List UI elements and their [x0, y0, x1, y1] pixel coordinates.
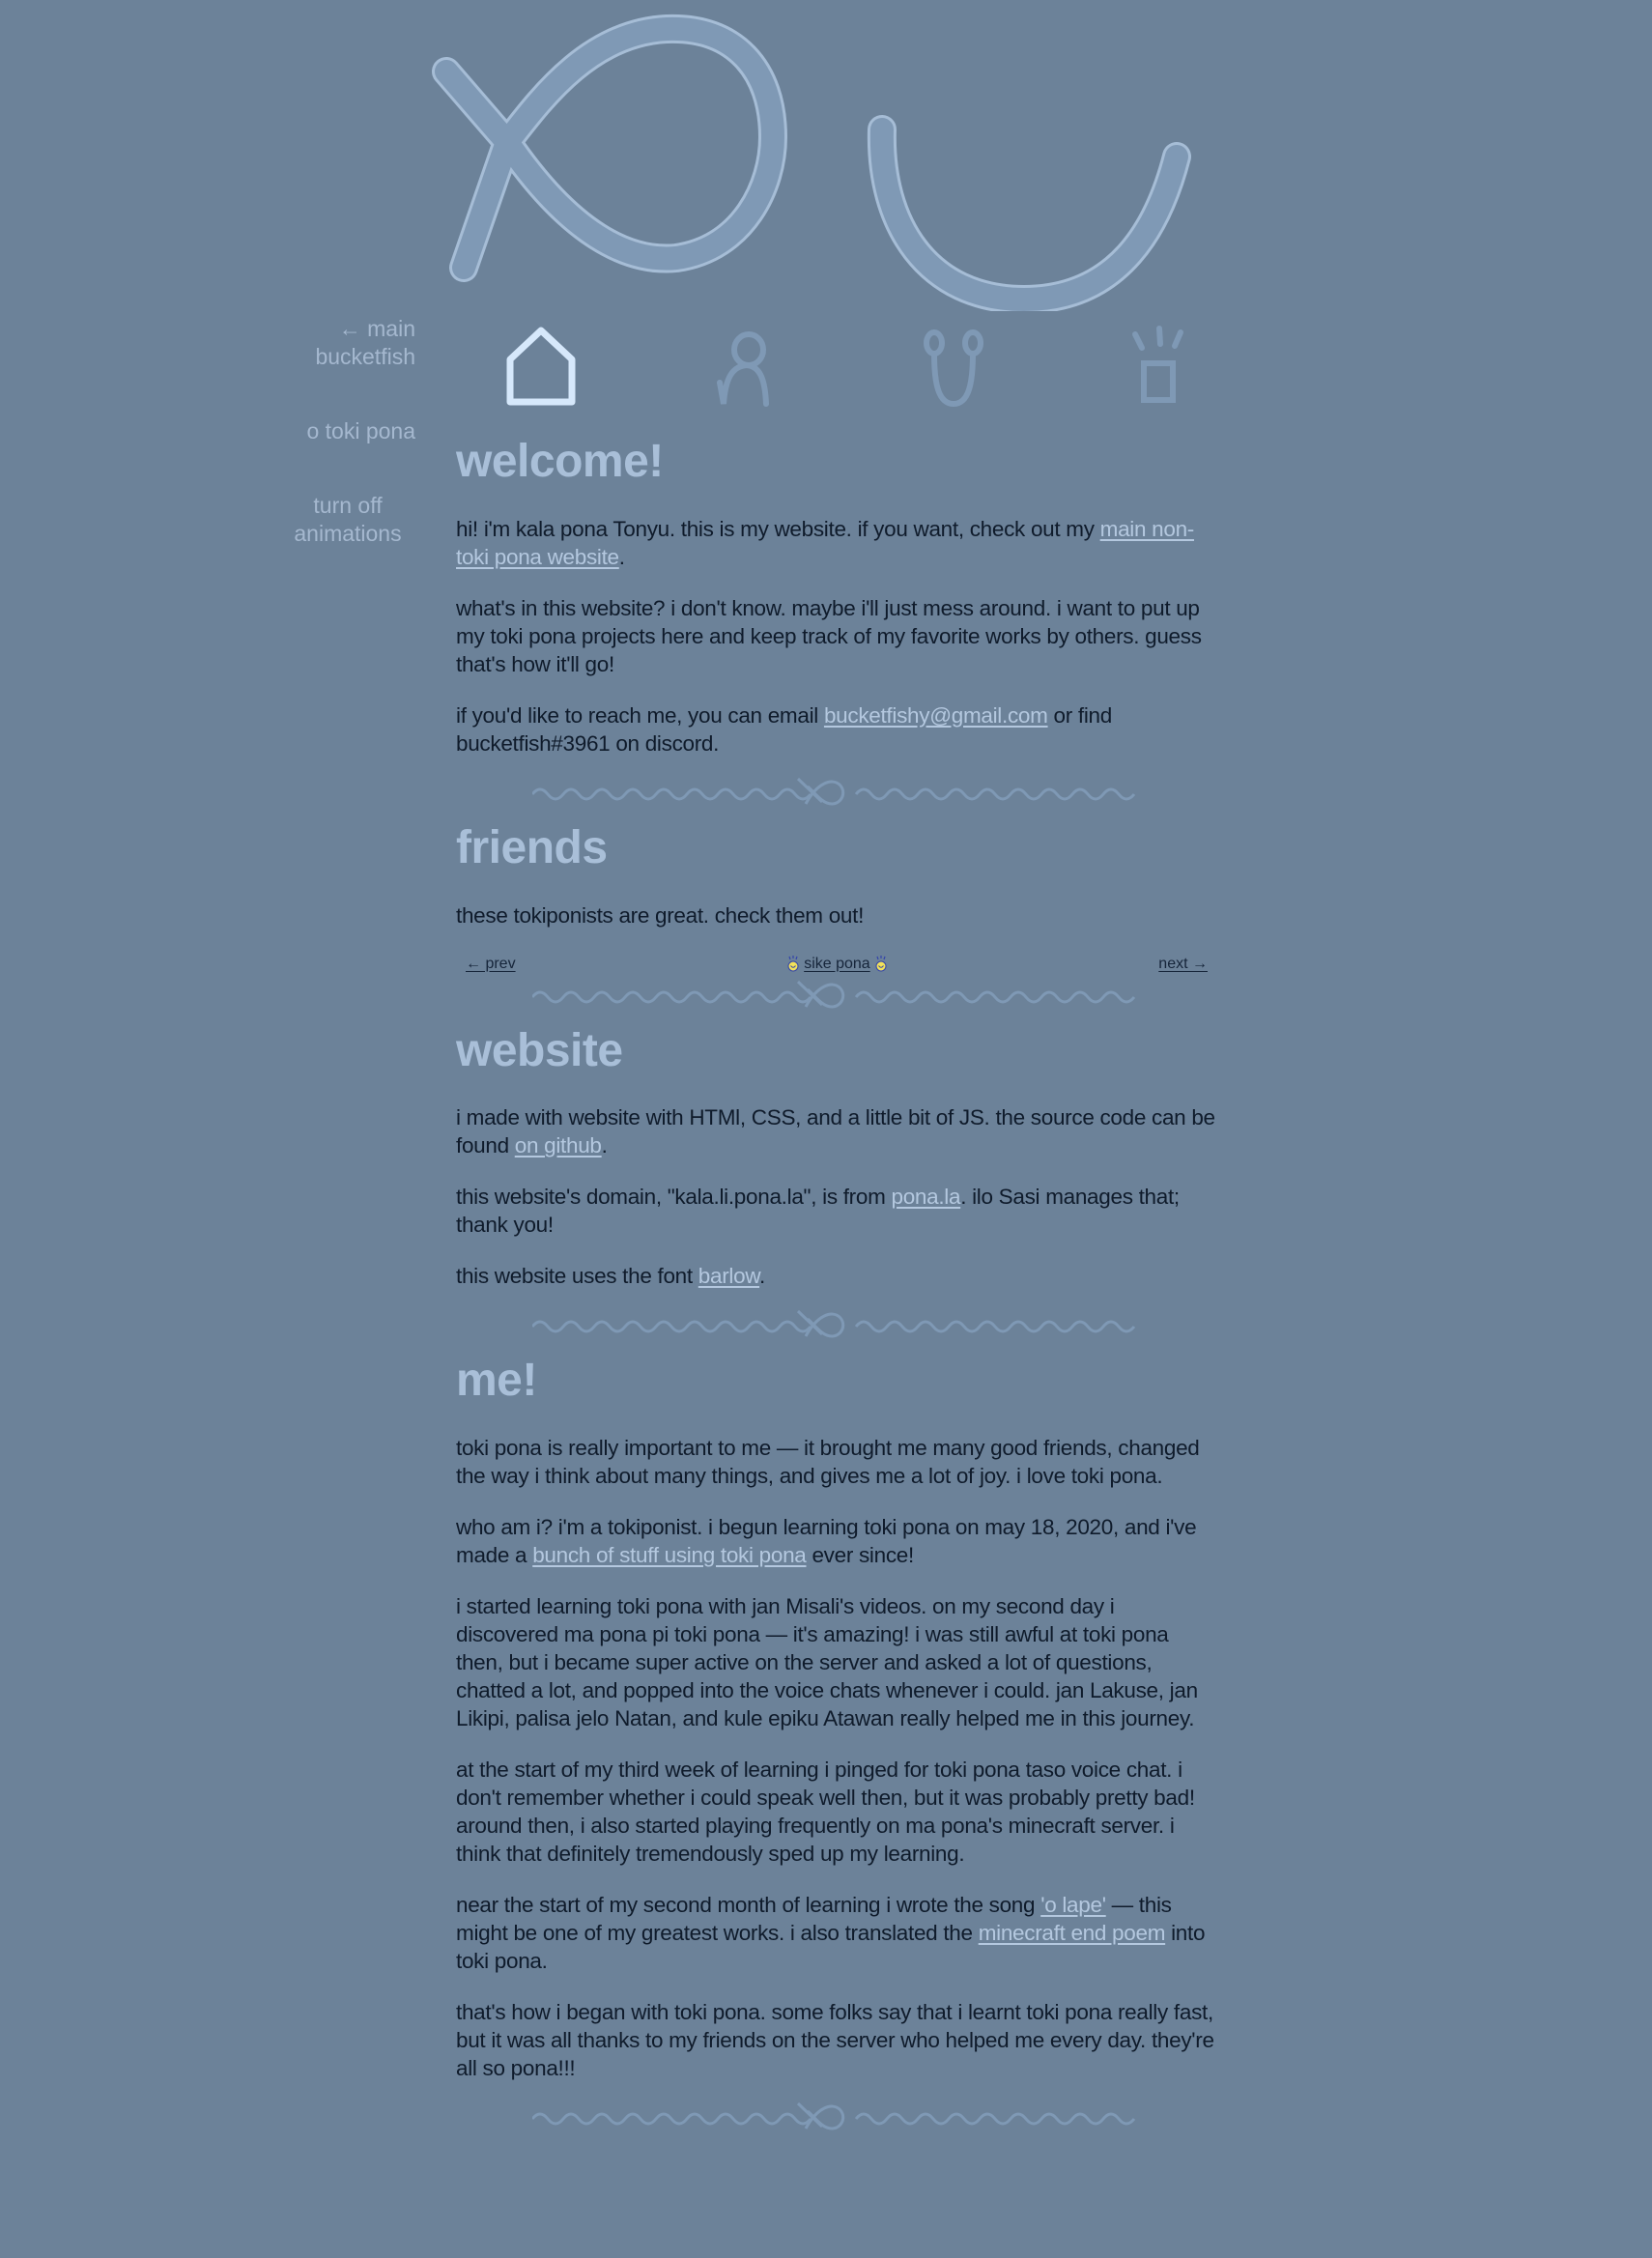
nav-new[interactable]: [1121, 325, 1198, 408]
text: ever since!: [806, 1543, 914, 1568]
welcome-heading: welcome!: [456, 436, 664, 487]
toki-pona-language-link[interactable]: o toki pona: [306, 418, 415, 443]
welcome-paragraph-3: [456, 701, 1217, 757]
text: this website uses the font: [456, 1264, 698, 1289]
sun-face-icon: [786, 956, 800, 973]
sitelen-pona-logo-icon: [425, 12, 1217, 311]
end-poem-link[interactable]: minecraft end poem: [978, 1921, 1166, 1946]
me-heading: me!: [456, 1355, 537, 1407]
turn-off-animations-link[interactable]: turn off animations: [294, 493, 402, 546]
me-paragraph-2: [456, 1513, 1217, 1569]
main-site-link[interactable]: ← main bucketfish: [315, 316, 415, 369]
text: or find bucketfish#3961 on discord.: [456, 702, 1112, 756]
email-link[interactable]: bucketfishy@gmail.com: [823, 702, 1048, 728]
text: this website's domain, "kala.li.pona.la", is from: [456, 1185, 892, 1210]
website-section: [456, 1026, 1217, 1291]
me-paragraph-5: [456, 1891, 1217, 1975]
welcome-paragraph-1: [456, 515, 1217, 571]
friends-paragraph: these tokiponists are great. check them out!: [456, 902, 865, 928]
fish-wave-divider-icon: [532, 773, 1141, 808]
website-paragraph-1: [456, 1103, 1217, 1159]
me-paragraph-6: that's how i began with toki pona. some folks say that i learnt toki pona really fast, but it was all thanks to my friends on the server who helped me every day. they're all so pona!!!: [456, 2000, 1214, 2081]
fish-wave-divider-icon: [532, 976, 1141, 1011]
webring-prev-link[interactable]: ← prev: [466, 955, 516, 972]
main-content: [456, 437, 1217, 2148]
friends-icon: [915, 325, 992, 408]
icon-navigation-bar: [502, 325, 1198, 408]
friends-section: [456, 823, 1217, 976]
text: into toki pona.: [456, 1921, 1206, 1974]
barlow-font-link[interactable]: barlow: [698, 1264, 760, 1289]
me-paragraph-1: toki pona is really important to me — it brought me many good friends, changed the way i think about many things, and gives me a lot of joy. i love toki pona.: [456, 1436, 1200, 1489]
friends-heading: friends: [456, 821, 608, 873]
fish-wave-divider-icon: [532, 1305, 1141, 1340]
side-navigation: [280, 315, 415, 594]
text: i made with website with HTMl, CSS, and a little bit of JS. the source code can be found: [456, 1105, 1215, 1158]
welcome-section: [456, 437, 1217, 757]
me-paragraph-4: at the start of my third week of learning i pinged for toki pona taso voice chat. i don't remember whether i could speak well then, but it was probably pretty bad! around then, i also started playing frequently on ma pona's minecraft server. i think that definitely tremendously sped up my learning.: [456, 1758, 1195, 1867]
webring-sike-pona-link[interactable]: sike pona: [804, 955, 870, 972]
webring-navigation: [456, 953, 1217, 976]
home-icon: [502, 325, 580, 408]
person-icon: [708, 325, 785, 408]
main-website-link[interactable]: main non-toki pona website: [456, 516, 1194, 569]
webring-next-link[interactable]: next →: [1158, 955, 1208, 972]
website-heading: website: [456, 1024, 623, 1076]
sun-face-icon: [874, 956, 888, 973]
webring-center: [786, 956, 888, 973]
pona-la-link[interactable]: pona.la: [891, 1185, 961, 1210]
nav-home[interactable]: [502, 325, 580, 408]
nav-friends[interactable]: [915, 325, 992, 408]
me-paragraph-3: i started learning toki pona with jan Misali's videos. on my second day i discovered ma pona pi toki pona — it's amazing! i was still awful at toki pona then, but i became super active on the server and asked a lot of questions, chatted a lot, and popped into the voice chats whenever i could. jan Lakuse, jan Likipi, palisa jelo Natan, and kule epiku Atawan really helped me in this journey.: [456, 1594, 1198, 1731]
website-paragraph-2: [456, 1183, 1217, 1239]
text: .: [618, 544, 625, 569]
text: if you'd like to reach me, you can email: [456, 702, 824, 728]
text: . ilo Sasi manages that; thank you!: [456, 1185, 1180, 1238]
github-link[interactable]: on github: [514, 1133, 602, 1158]
text: .: [601, 1133, 608, 1158]
nav-person[interactable]: [708, 325, 785, 408]
text: — this might be one of my greatest works. i also translated the: [456, 1893, 1172, 1946]
website-paragraph-3: [456, 1262, 1217, 1290]
welcome-paragraph-2: what's in this website? i don't know. maybe i'll just mess around. i want to put up my toki pona projects here and keep track of my favorite works by others. guess that's how it'll go!: [456, 595, 1202, 676]
text: near the start of my second month of learning i wrote the song: [456, 1893, 1041, 1918]
fish-wave-divider-icon: [532, 2098, 1141, 2132]
new-icon: [1121, 325, 1198, 408]
o-lape-song-link[interactable]: 'o lape': [1040, 1893, 1106, 1918]
projects-link[interactable]: bunch of stuff using toki pona: [532, 1543, 807, 1568]
text: .: [759, 1264, 765, 1289]
me-section: [456, 1356, 1217, 2082]
text: who am i? i'm a tokiponist. i begun learning toki pona on may 18, 2020, and i've made a: [456, 1515, 1197, 1568]
text: hi! i'm kala pona Tonyu. this is my website. if you want, check out my: [456, 516, 1100, 541]
